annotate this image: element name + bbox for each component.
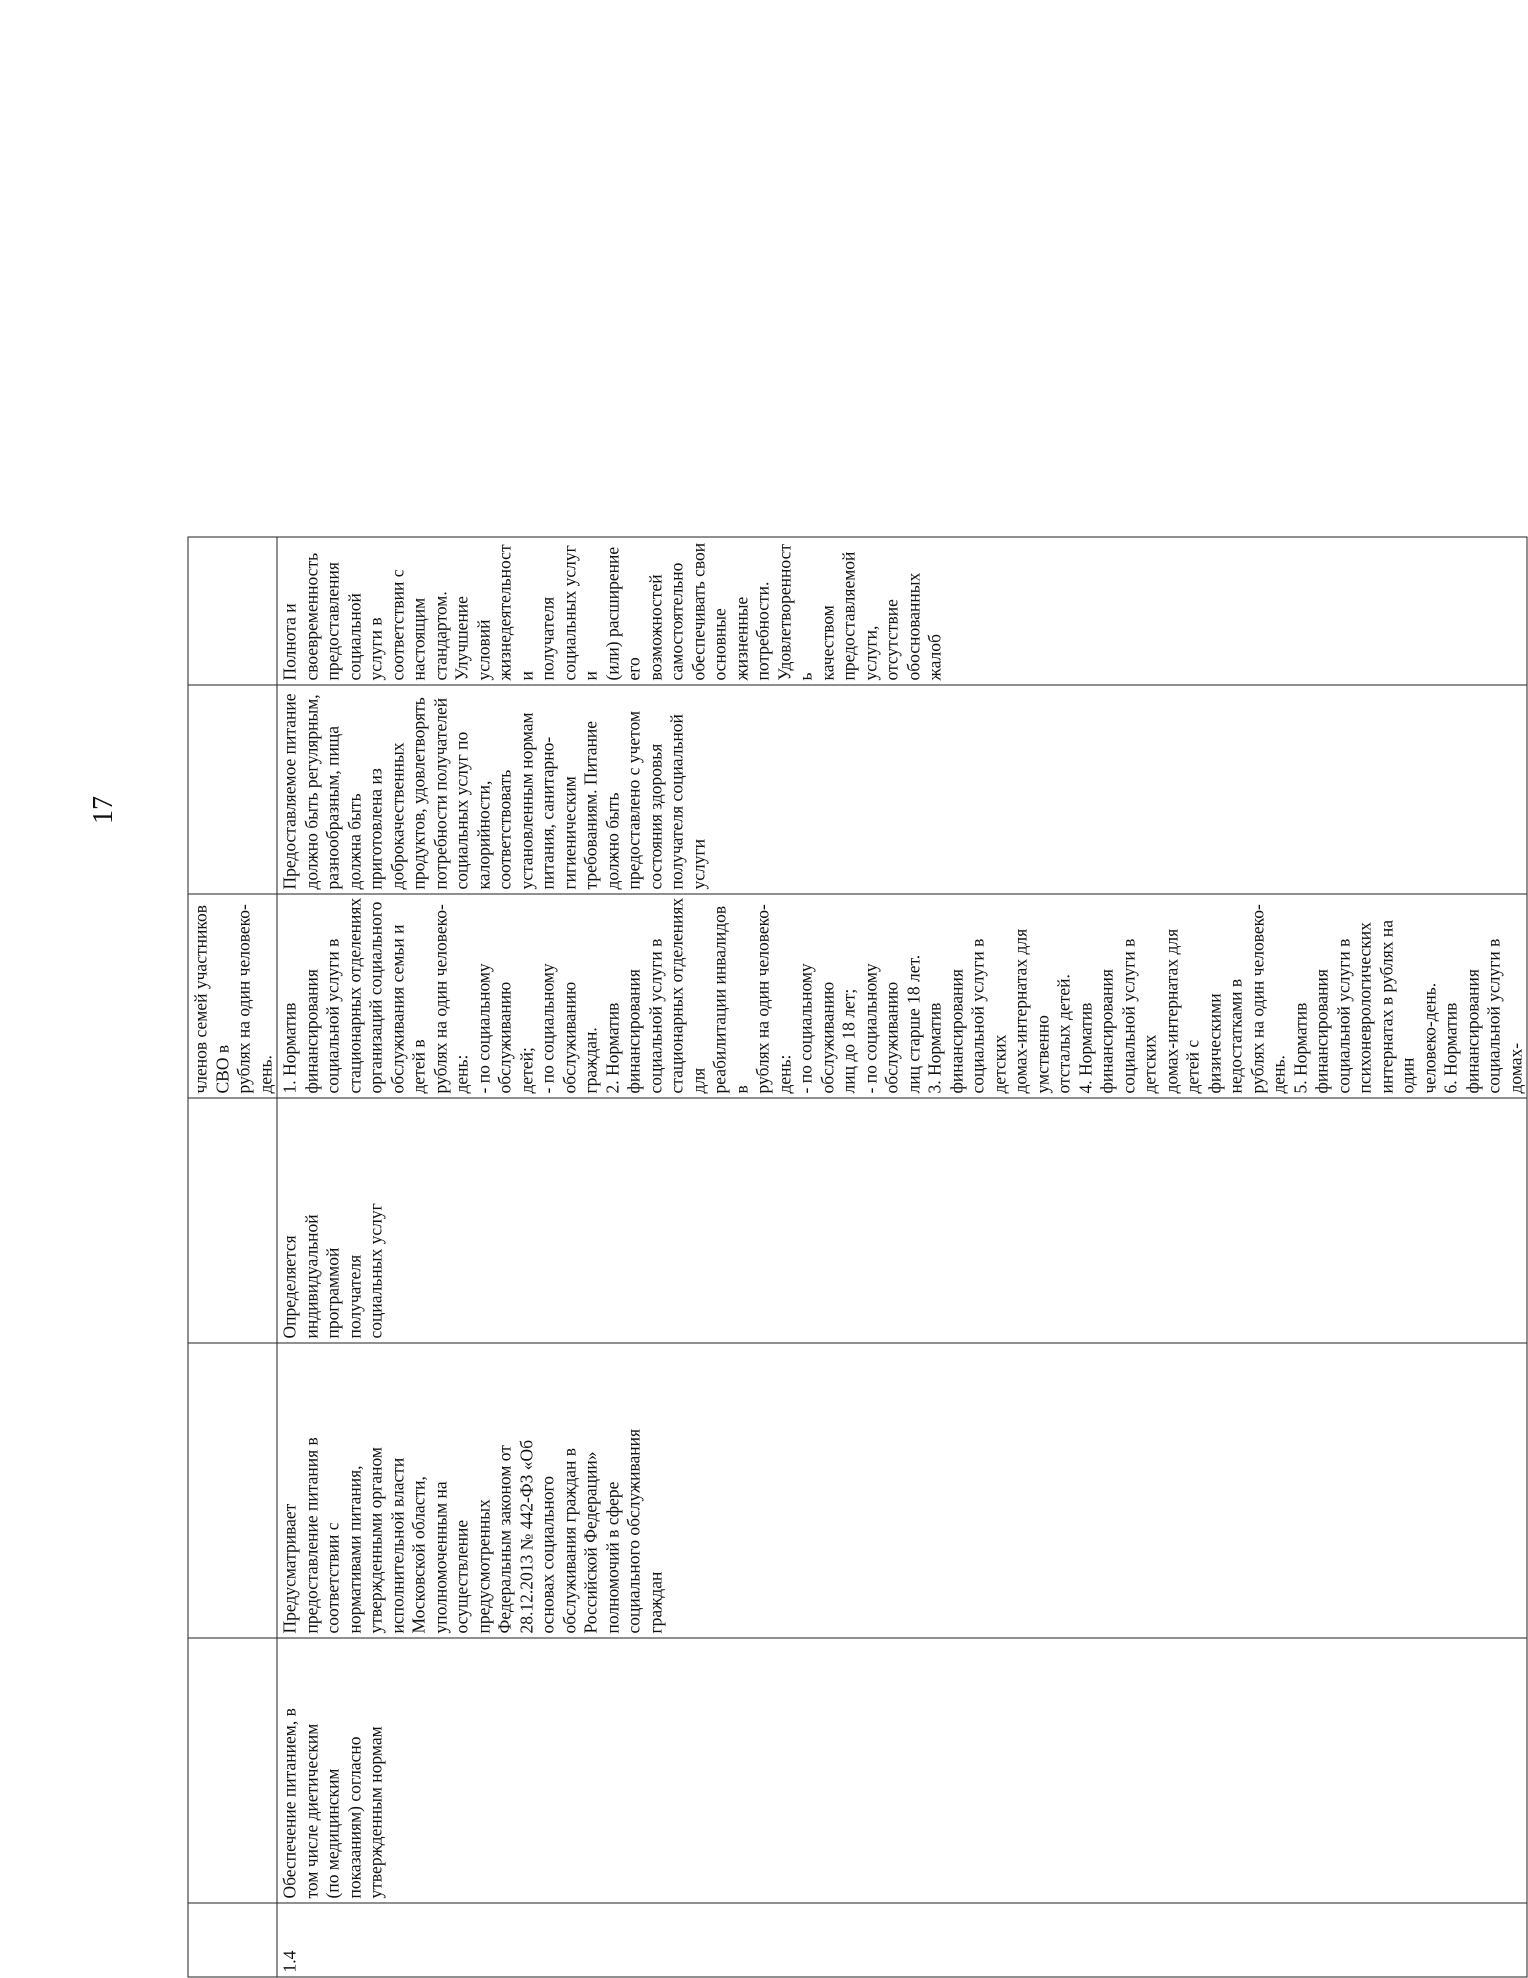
cell-service-standard: Предоставляемое питание должно быть регулярным, разнообразным, пища должна быть приготовлена из доброкачественных продуктов, удовлетворять потребности получателей социальных услуг по калорийности, соответствовать установленным нормам питания, санитарно- гигиеническим требованиям. Питание должно быть предоставлено с учетом состояния здоровья получателя социальной услуги xyxy=(277,685,1527,894)
rotated-table-wrapper xyxy=(188,538,1525,1978)
page-number: 17 xyxy=(88,796,119,824)
cell-service-terms: Определяется индивидуальной программой получателя социальных услуг xyxy=(277,1098,1527,1343)
table-row xyxy=(277,537,1527,1977)
cell-tariff-continued: членов семей участников СВО в рублях на один человеко-день. xyxy=(188,894,277,1098)
cell-service-tariff: 1. Норматив финансирования социальной услуги в стационарных отделениях организаций социального обслуживания семьи и детей в рублях на один человеко-день: - по социальному обслуживанию детей; - по социальному обслуживанию граждан. 2. Норматив финансирования социальной услуги в стационарных отделениях для реабилитации инвалидов в рублях на один человеко-день: - по социальному обслуживанию лиц до 18 лет; - по социальному обслуживанию лиц старше 18 лет. 3. Норматив финансирования социальной услуги в детских домах-интернатах для умственно отсталых детей. 4. Норматив финансирования социальной услуги в детских домах-интернатах для детей с физическими недостатками в рублях на один человеко-день. 5. Норматив финансирования социальной услуги в психоневрологических интернатах в рублях на один человеко-день. 6. Норматив финансирования социальной услуги в домах- xyxy=(277,894,1527,1098)
cell-service-description: Предусматривает предоставление питания в соответствии с нормативами питания, утвержденными органом исполнительной власти Московской области, уполномоченным на осуществление предусмотренных Федеральным законом от 28.12.2013 № 442-ФЗ «Об основах социального обслуживания граждан в Российской Федерации» полномочий в сфере социального обслуживания граждан xyxy=(277,1343,1527,1638)
standards-table xyxy=(188,537,1528,1978)
cell-description-continued xyxy=(188,1343,277,1638)
cell-num-continued xyxy=(188,1903,277,1977)
cell-standard-continued xyxy=(188,685,277,894)
cell-terms-continued xyxy=(188,1098,277,1343)
cell-num: 1.4 xyxy=(277,1903,1527,1977)
cell-name-continued xyxy=(188,1638,277,1903)
table-row-continued xyxy=(188,537,277,1977)
cell-evaluation-continued xyxy=(188,537,277,685)
cell-service-name: Обеспечение питанием, в том числе диетическим (по медицинским показаниям) согласно утвержденным нормам xyxy=(277,1638,1527,1903)
cell-service-evaluation: Полнота и своевременность предоставления социальной услуги в соответствии с настоящим стандартом. Улучшение условий жизнедеятельности получателя социальных услуг и (или) расширение его возможностей самостоятельно обеспечивать свои основные жизненные потребности. Удовлетворенность качеством предоставляемой услуги, отсутствие обоснованных жалоб xyxy=(277,537,1527,685)
